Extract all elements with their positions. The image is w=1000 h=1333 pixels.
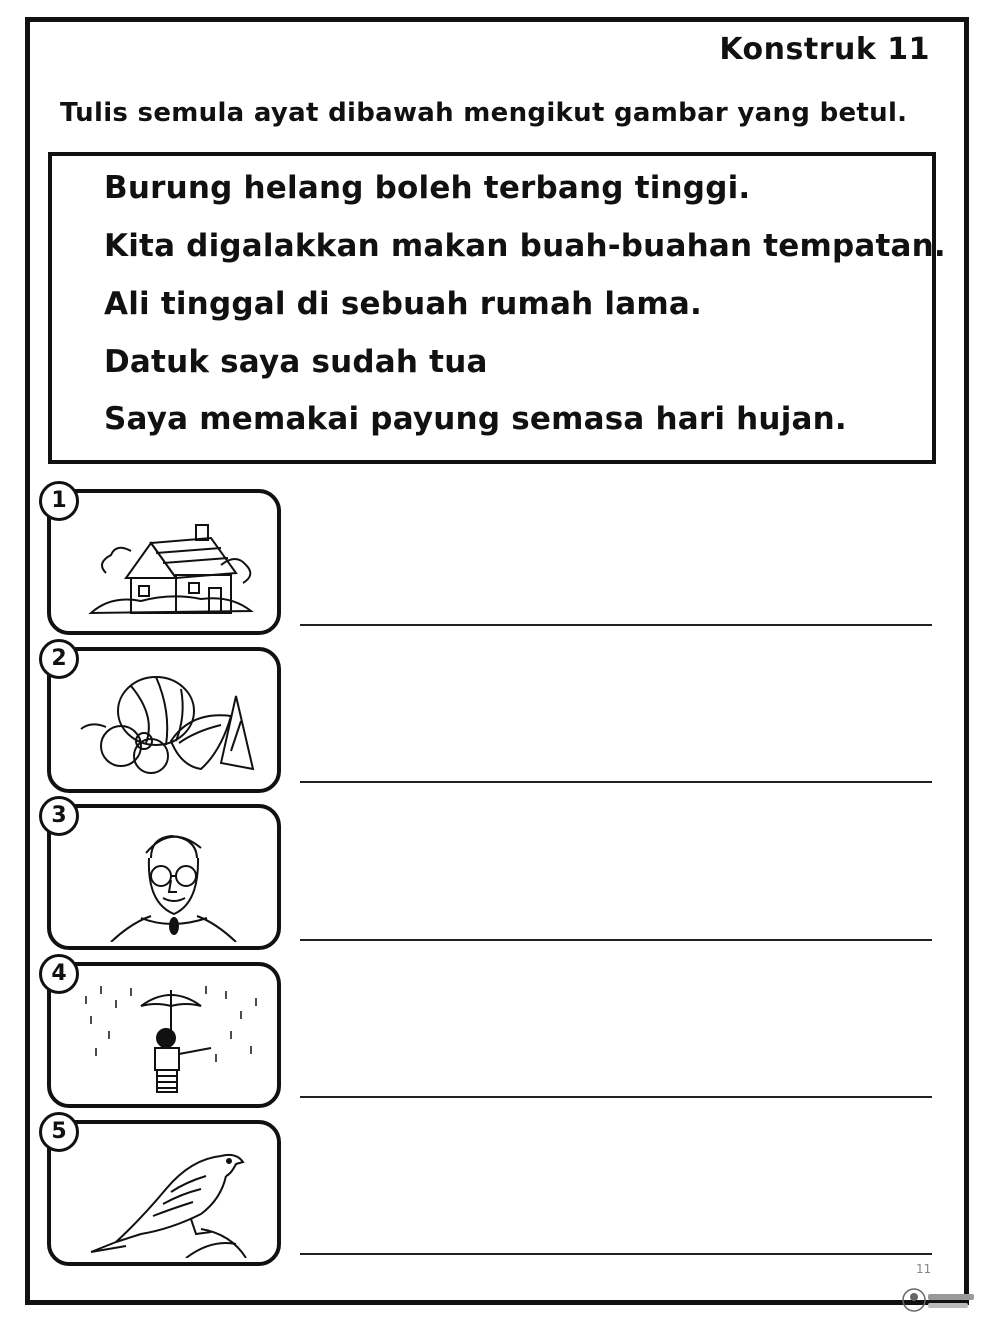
picture-card-1 [47, 489, 281, 635]
answer-line-3[interactable] [300, 939, 932, 941]
answer-line-2[interactable] [300, 781, 932, 783]
sentence-3: Ali tinggal di sebuah rumah lama. [104, 286, 702, 322]
picture-card-2 [47, 647, 281, 793]
item-number-4: 4 [39, 954, 79, 994]
house-icon [71, 503, 271, 627]
sentence-box [48, 152, 946, 464]
item-number-1: 1 [39, 481, 79, 521]
item-number-5: 5 [39, 1112, 79, 1152]
fruits-icon [71, 661, 271, 785]
construct-title: Konstruk 11 [719, 32, 930, 67]
item-number-2: 2 [39, 639, 79, 679]
picture-card-4 [47, 962, 281, 1108]
sentence-4: Datuk saya sudah tua [104, 344, 488, 380]
picture-card-3 [47, 804, 281, 950]
sentence-1: Burung helang boleh terbang tinggi. [104, 170, 751, 206]
instruction-text: Tulis semula ayat dibawah mengikut gambar yang betul. [60, 98, 908, 128]
page-number: 11 [916, 1262, 932, 1276]
picture-card-5 [47, 1120, 281, 1266]
grandfather-icon [71, 818, 271, 942]
item-number-3: 3 [39, 796, 79, 836]
sentence-5: Saya memakai payung semasa hari hujan. [104, 401, 847, 437]
answer-line-1[interactable] [300, 624, 932, 626]
answer-line-5[interactable] [300, 1253, 932, 1255]
eagle-icon [71, 1134, 271, 1258]
sentence-2: Kita digalakkan makan buah-buahan tempatan. [104, 228, 946, 264]
umbrella-rain-icon [71, 976, 271, 1100]
publisher-logo [900, 1280, 980, 1320]
answer-line-4[interactable] [300, 1096, 932, 1098]
